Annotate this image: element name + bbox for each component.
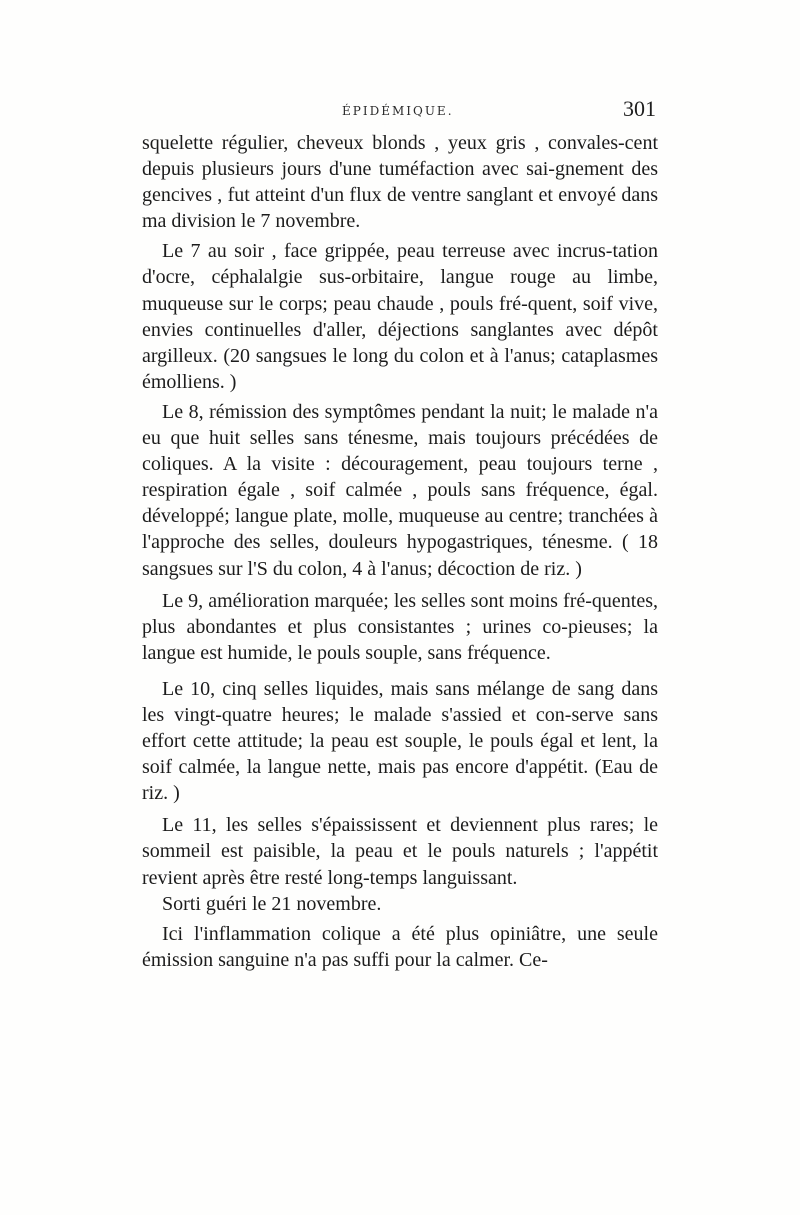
paragraph-commentary: Ici l'inflammation colique a été plus opiniâtre, une seule émission sanguine n'a pas suffi pour la calmer. Ce- xyxy=(142,922,658,971)
paragraph-day-8: Le 8, rémission des symptômes pendant la nuit; le malade n'a eu que huit selles sans ténesme, mais toujours précédées de coliques. A la visite : découragement, peau toujours terne , respiration égale , soif calmée , pouls sans fréquence, égal. développé; langue plate, molle, muqueuse au centre; tranchées à l'approche des selles, douleurs hypogastriques, ténesme. ( 18 sangsues sur l'S du colon, 4 à l'anus; décoction de riz. ) xyxy=(142,400,658,580)
paragraph-day-11: Le 11, les selles s'épaississent et deviennent plus rares; le sommeil est paisible, la peau et le pouls naturels ; l'appétit revient après être resté long-temps languissant. xyxy=(142,814,658,889)
paragraph-continuation: squelette régulier, cheveux blonds , yeux gris , convales-cent depuis plusieurs jours d'une tuméfaction avec sai-gnement des gencives , fut atteint d'un flux de ventre sanglant et envoyé dans ma division le 7 novembre. xyxy=(142,132,658,233)
paragraph-day-10: Le 10, cinq selles liquides, mais sans mélange de sang dans les vingt-quatre heures; le malade s'assied et con-serve sans effort cette attitude; la peau est souple, le pouls égal et lent, la soif calmée, la langue nette, mais pas encore d'appétit. (Eau de riz. ) xyxy=(142,677,658,805)
running-title: ÉPIDÉMIQUE. xyxy=(342,104,454,118)
page-number: 301 xyxy=(623,96,656,121)
paragraph-discharge: Sorti guéri le 21 novembre. xyxy=(162,892,382,915)
paragraph-day-9: Le 9, amélioration marquée; les selles sont moins fré-quentes, plus abondantes et plus consistantes ; urines co-pieuses; la langue est humide, le pouls souple, sans fréquence. xyxy=(142,589,658,664)
body-text xyxy=(142,130,658,973)
paragraph-day-7: Le 7 au soir , face grippée, peau terreuse avec incrus-tation d'ocre, céphalalgie sus-orbitaire, langue rouge au limbe, muqueuse sur le corps; peau chaude , pouls fré-quent, soif vive, envies continuelles d'aller, déjections sanglantes avec dépôt argilleux. (20 sangsues le long du colon et à l'anus; cataplasmes émolliens. ) xyxy=(142,240,658,393)
running-head xyxy=(142,96,656,130)
